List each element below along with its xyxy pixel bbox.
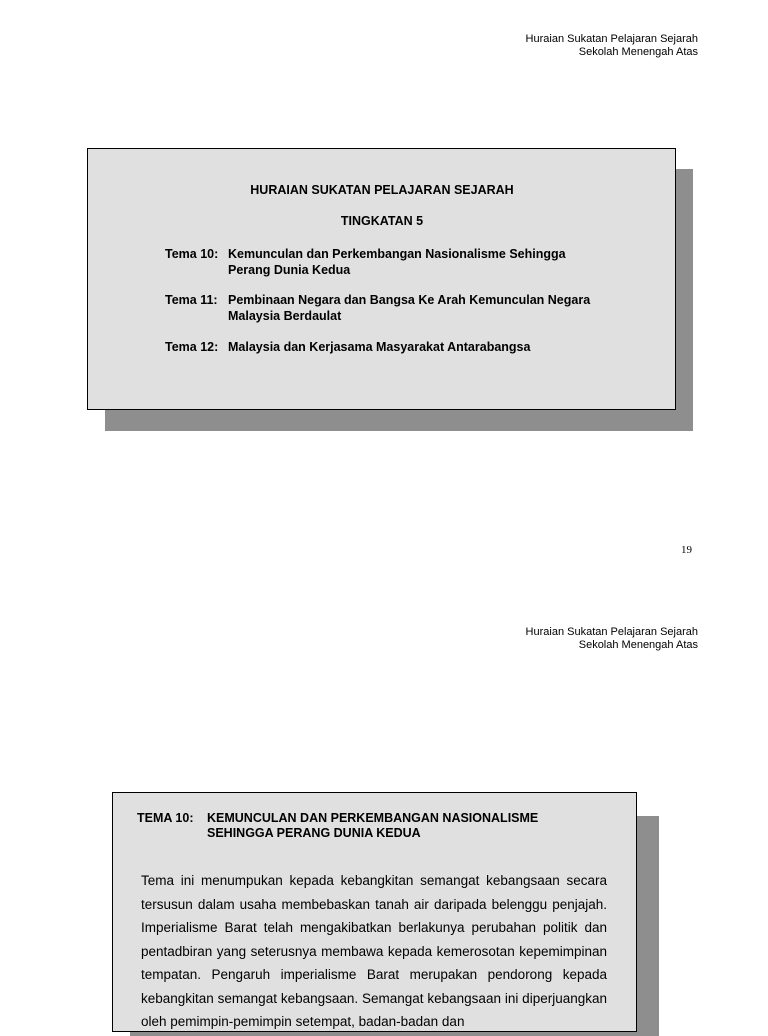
- theme-description-paragraph: Tema ini menumpukan kepada kebangkitan semangat kebangsaan secara tersusun dalam usaha membebaskan tanah air daripada belenggu penjajah. Imperialisme Barat telah mengakibatkan berlakunya perubahan politik dan pentadbiran yang seterusnya membawa kepada kemerosotan kepemimpinan tempatan. Pengaruh imperialisme Barat merupakan pendorong kepada kebangkitan semangat kebangsaan. Semangat kebangsaan ini diperjuangkan oleh pemimpin-pemimpin setempat, badan-badan dan: [141, 873, 607, 1029]
- page-number: 19: [681, 544, 692, 556]
- theme-text: Kemunculan dan Perkembangan Nasionalisme Sehingga: [228, 247, 566, 261]
- theme-text-cont: Malaysia Berdaulat: [228, 309, 342, 323]
- theme-text: Malaysia dan Kerjasama Masyarakat Antarabangsa: [228, 340, 531, 354]
- theme-description-box: [112, 792, 637, 1032]
- header-title: Huraian Sukatan Pelajaran Sejarah: [525, 626, 698, 638]
- theme-item: [165, 292, 645, 324]
- theme-label: Tema 12:: [165, 340, 219, 354]
- theme-item: [165, 339, 645, 355]
- theme-text: Pembinaan Negara dan Bangsa Ke Arah Kemunculan Negara: [228, 293, 591, 307]
- theme-label: Tema 10:: [165, 247, 219, 261]
- page-header: [526, 626, 698, 652]
- header-subtitle: Sekolah Menengah Atas: [578, 46, 698, 58]
- syllabus-summary-box: [87, 148, 676, 410]
- form-level-title: TINGKATAN 5: [340, 214, 424, 228]
- theme-heading-text: KEMUNCULAN DAN PERKEMBANGAN NASIONALISME: [207, 811, 539, 825]
- syllabus-title: HURAIAN SUKATAN PELAJARAN SEJARAH: [250, 183, 514, 197]
- header-title: Huraian Sukatan Pelajaran Sejarah: [525, 33, 698, 45]
- theme-heading: [137, 811, 617, 841]
- theme-heading-text-cont: SEHINGGA PERANG DUNIA KEDUA: [207, 826, 421, 840]
- page-header: [526, 33, 698, 59]
- theme-item: [165, 246, 645, 278]
- header-subtitle: Sekolah Menengah Atas: [578, 639, 698, 651]
- theme-heading-label: TEMA 10:: [137, 811, 194, 825]
- theme-label: Tema 11:: [165, 293, 218, 307]
- theme-text-cont: Perang Dunia Kedua: [228, 263, 351, 277]
